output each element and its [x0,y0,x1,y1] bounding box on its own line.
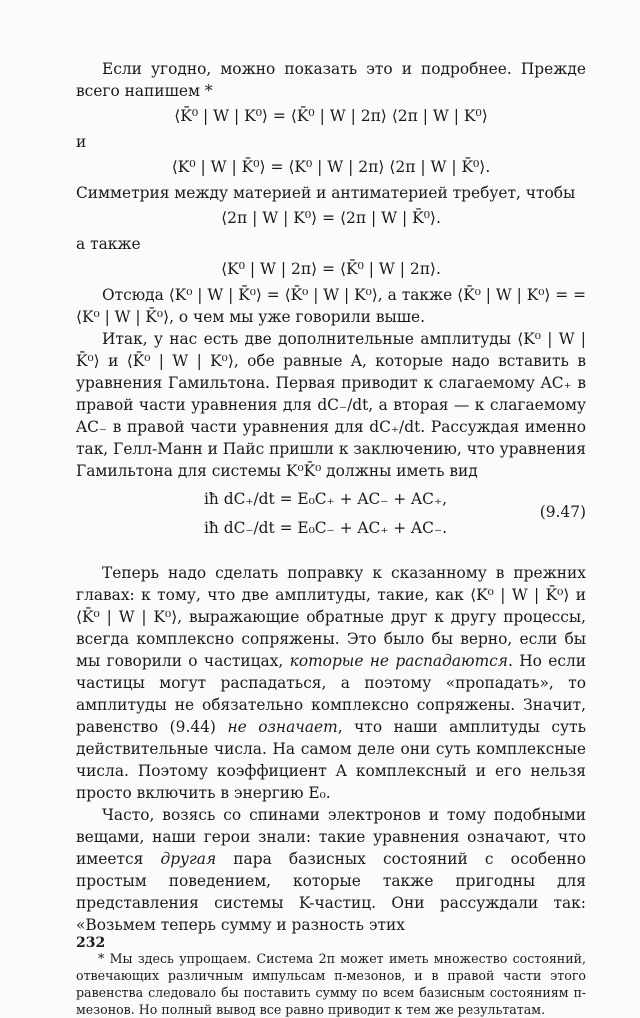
footnote: * Мы здесь упрощаем. Система 2π может иметь множество состояний, отвечающих различным импульсам π-мезонов, и в правой части этого равенства следовало бы поставить сумму по всем базисным состояниям π-мезонов. Но полный вывод все равно приводит к тем же результатам. [76,951,586,1017]
conjunction-also: а также [76,235,141,253]
paragraph-basis [76,804,586,936]
correction-emphasis-2: не означает [227,718,338,736]
equation-4: ⟨K⁰ | W | 2π⟩ = ⟨K̄⁰ | W | 2π⟩. [221,260,441,278]
basis-text-b: пара базисных состояний с особенно простым поведением, которые также пригодны для представления системы K-частиц. Они рассуждали так: «Возьмем теперь сумму и разность этих [76,850,586,934]
correction-text-b: . Но если частицы могут распадаться, а поэтому «пропадать», то амплитуды не обязательно комплексно сопряжены. Значит, равенство (9.44) [76,652,586,736]
equation-number: (9.47) [539,503,586,521]
page-number: 232 [76,935,106,951]
equation-1: ⟨K̄⁰ | W | K⁰⟩ = ⟨K̄⁰ | W | 2π⟩ ⟨2π | W | K⁰⟩ [174,107,488,125]
system-line-2: iħ dC₋/dt = E₀C₋ + AC₊ + AC₋. [204,519,447,537]
correction-text-a: Теперь надо сделать поправку к сказанному в прежних главах: к тому, что две амплитуды, такие, как ⟨K⁰ | W | K̄⁰⟩ и ⟨K̄⁰ | W | K⁰⟩, выражающие обратные друг к другу процессы, всегда комплексно сопряжены. Это было бы верно, если бы мы говорили о частицах, [76,564,586,670]
system-line-1: iħ dC₊/dt = E₀C₊ + AC₋ + AC₊, [204,490,447,508]
equation-3: ⟨2π | W | K⁰⟩ = ⟨2π | W | K̄⁰⟩. [221,209,441,227]
page-body [76,58,586,1018]
paragraph-symmetry: Симметрия между материей и антиматерией требует, чтобы [76,184,576,202]
equation-2: ⟨K⁰ | W | K̄⁰⟩ = ⟨K⁰ | W | 2π⟩ ⟨2π | W | K̄⁰⟩. [171,158,491,176]
conjunction-and: и [76,133,87,151]
paragraph-correction [76,562,586,804]
correction-text-c: , что наши амплитуды суть действительные числа. На самом деле они суть комплексные числа. Поэтому коэффициент A комплексный и его нельзя просто включить в энергию E₀. [76,718,586,802]
basis-text-a: Часто, возясь со спинами электронов и тому подобными вещами, наши герои знали: такие уравнения означают, что имеется [76,806,586,868]
paragraph-amplitudes: Итак, у нас есть две дополнительные амплитуды ⟨K⁰ | W | K̄⁰⟩ и ⟨K̄⁰ | W | K⁰⟩, обе равные A, которые надо вставить в уравнения Гамильтона. Первая приводит к слагаемому AC₊ в правой части уравнения для dC₋/dt, а вторая — к слагаемому AC₋ в правой части уравнения для dC₊/dt. Рассуждая именно так, Гелл-Манн и Пайс пришли к заключению, что уравнения Гамильтона для системы K⁰K̄⁰ должны иметь вид [76,330,586,480]
correction-emphasis-1: которые не распадаются [289,652,508,670]
paragraph-intro: Если угодно, можно показать это и подробнее. Прежде всего напишем * [76,60,586,100]
equation-system-9-47 [76,488,586,548]
paragraph-hence: Отсюда ⟨K⁰ | W | K̄⁰⟩ = ⟨K̄⁰ | W | K⁰⟩, а также ⟨K̄⁰ | W | K⁰⟩ = = ⟨K⁰ | W | K̄⁰⟩, о чем мы уже говорили выше. [76,286,586,326]
basis-emphasis: другая [160,850,217,868]
